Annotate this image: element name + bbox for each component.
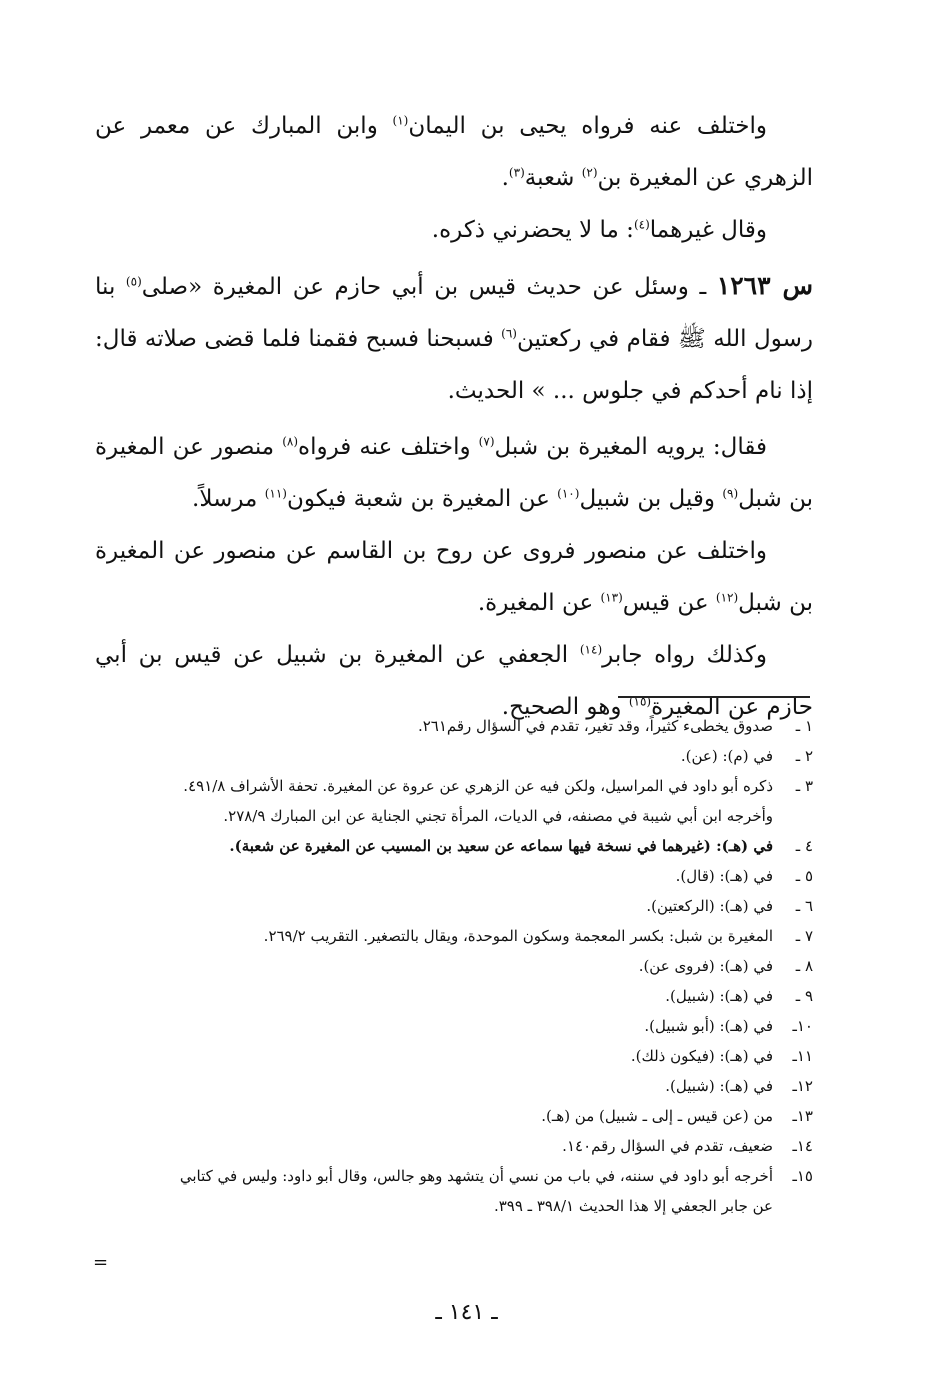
footnote-number: ١٣ـ bbox=[792, 1107, 813, 1125]
footnote-text: ذكره أبو داود في المراسيل، ولكن فيه عن الزهري عن عروة عن المغيرة. تحفة الأشراف ٤٩١/٨. bbox=[183, 777, 773, 795]
footnote-item bbox=[100, 1011, 813, 1041]
footnote-divider bbox=[618, 696, 810, 698]
text-run: واختلف عن منصور فروى عن روح بن القاسم عن منصور عن المغيرة بن شبل bbox=[95, 538, 813, 616]
footnote-number: ٥ ـ bbox=[795, 867, 813, 885]
footnote-ref: (١٠) bbox=[557, 486, 580, 501]
footnote-item bbox=[100, 1071, 813, 1101]
text-run: مرسلاً. bbox=[192, 486, 265, 512]
footnote-number: ١٤ـ bbox=[792, 1137, 813, 1155]
footnote-number: ٧ ـ bbox=[795, 927, 813, 945]
page-number: ـ ١٤١ ـ bbox=[435, 1300, 498, 1325]
footnote-text: المغيرة بن شبل: بكسر المعجمة وسكون الموحدة، ويقال بالتصغير. التقريب ٢٦٩/٢. bbox=[263, 927, 773, 945]
footnote-ref: (١١) bbox=[264, 486, 287, 501]
footnote-text: ضعيف، تقدم في السؤال رقم١٤٠. bbox=[562, 1137, 773, 1155]
footnote-item bbox=[100, 1131, 813, 1161]
footnote-text: في (هـ): (قال). bbox=[675, 867, 773, 885]
question-number: س ١٢٦٣ bbox=[716, 271, 813, 300]
text-run: عن المغيرة. bbox=[477, 590, 601, 616]
footnote-text: عن جابر الجعفي إلا هذا الحديث ٣٩٨/١ ـ ٣٩٩. bbox=[493, 1197, 773, 1215]
footnote-item bbox=[100, 1161, 813, 1191]
footnote-ref: (١٣) bbox=[600, 590, 623, 605]
paragraph-question-1263 bbox=[95, 260, 813, 417]
footnote-number: ١١ـ bbox=[792, 1047, 813, 1065]
footnote-ref: (٩) bbox=[722, 486, 739, 501]
text-run: : ما لا يحضرني ذكره. bbox=[431, 217, 634, 243]
text-run: منصور عن المغيرة بن شبل bbox=[95, 434, 813, 512]
footnote-item bbox=[100, 741, 813, 771]
footnote-number bbox=[773, 801, 813, 831]
footnote-item bbox=[100, 831, 813, 861]
footnote-text: في (هـ): (فيكون ذلك). bbox=[630, 1047, 773, 1065]
footnote-number bbox=[773, 1191, 813, 1221]
footnote-item bbox=[100, 1191, 813, 1221]
footnote-item bbox=[100, 711, 813, 741]
footnote-item bbox=[100, 981, 813, 1011]
footnote-ref: (١٢) bbox=[715, 590, 739, 605]
footnotes bbox=[100, 711, 813, 1221]
text-run: وقيل بن شبيل bbox=[579, 486, 723, 512]
text-run: وهو الصحيح. bbox=[501, 694, 629, 720]
footnote-text: في (م): (عن). bbox=[680, 747, 773, 765]
text-run: الجعفي عن المغيرة بن شبيل عن قيس بن أبي حازم عن المغيرة bbox=[95, 642, 813, 720]
text-run: واختلف عنه فرواه bbox=[298, 434, 479, 460]
footnote-ref: (٧) bbox=[478, 434, 495, 449]
footnote-item bbox=[100, 1041, 813, 1071]
footnote-text: وأخرجه ابن أبي شيبة في مصنفه، في الديات، المرأة تجني الجناية عن ابن المبارك ٢٧٨/٩. bbox=[223, 807, 773, 825]
footnote-number: ٦ ـ bbox=[795, 897, 813, 915]
footnote-item bbox=[100, 891, 813, 921]
footnote-text: في (هـ): (شبيل). bbox=[665, 987, 773, 1005]
footnote-ref: (٦) bbox=[501, 326, 517, 341]
continuation-mark: = bbox=[93, 1252, 109, 1273]
footnote-number: ٣ ـ bbox=[795, 777, 813, 795]
footnote-ref: (٥) bbox=[125, 274, 142, 289]
text-run: وقال غيرهما bbox=[649, 217, 767, 243]
footnote-text: من (عن قيس ـ إلى ـ شبيل) من (هـ). bbox=[541, 1107, 773, 1125]
main-text bbox=[95, 100, 813, 733]
text-run: فسبحنا فسبح فقمنا فلما قضى صلاته قال: إذا نام أحدكم في جلوس ... » الحديث. bbox=[95, 326, 813, 404]
footnote-ref: (٤) bbox=[633, 217, 650, 232]
text-run: عن قيس bbox=[622, 590, 716, 616]
footnote-item bbox=[100, 801, 813, 831]
text-run: وابن المبارك عن معمر عن الزهري عن المغيرة بن bbox=[95, 113, 813, 191]
footnote-text: في (هـ): (شبيل). bbox=[665, 1077, 773, 1095]
paragraph-5 bbox=[95, 525, 813, 629]
text-run: وكذلك رواه جابر bbox=[602, 642, 767, 668]
footnote-number: ٨ ـ bbox=[795, 957, 813, 975]
footnote-item bbox=[100, 771, 813, 801]
footnote-item bbox=[100, 951, 813, 981]
text-run: . bbox=[501, 165, 509, 191]
footnote-ref: (٢) bbox=[581, 165, 598, 180]
text-run: بنا رسول الله ﷺ فقام في ركعتين bbox=[95, 274, 813, 352]
footnote-text: في (هـ): (فروى عن). bbox=[638, 957, 773, 975]
text-run: واختلف عنه فرواه يحيى بن اليمان bbox=[408, 113, 767, 139]
text-run: فقال: يرويه المغيرة بن شبل bbox=[494, 434, 767, 460]
paragraph-4 bbox=[95, 421, 813, 525]
text-run: ـ وسئل عن حديث قيس بن أبي حازم عن المغيرة «صلى bbox=[141, 274, 717, 300]
paragraph-2 bbox=[95, 204, 813, 256]
footnote-text: صدوق يخطىء كثيراً، وقد تغير، تقدم في السؤال رقم٢٦١. bbox=[417, 717, 773, 735]
footnote-item bbox=[100, 861, 813, 891]
footnote-number: ١٠ـ bbox=[792, 1017, 813, 1035]
footnote-text: في (هـ): (الركعتين). bbox=[646, 897, 773, 915]
footnote-number: ١٢ـ bbox=[792, 1077, 813, 1095]
footnote-number: ١ ـ bbox=[795, 717, 813, 735]
text-run: شعبة bbox=[524, 165, 582, 191]
footnote-ref: (١٥) bbox=[628, 694, 652, 709]
footnote-number: ٩ ـ bbox=[795, 987, 813, 1005]
footnote-text: في (هـ): (أبو شبيل). bbox=[644, 1017, 773, 1035]
footnote-ref: (٣) bbox=[508, 165, 525, 180]
footnote-ref: (٨) bbox=[282, 434, 299, 449]
footnote-ref: (١٤) bbox=[579, 642, 603, 657]
footnote-text: أخرجه أبو داود في سننه، في باب من نسي أن يتشهد وهو جالس، وقال أبو داود: وليس في كتابي bbox=[179, 1167, 773, 1185]
footnote-number: ٤ ـ bbox=[795, 837, 813, 855]
footnote-text: في (هـ): (غيرهما في نسخة فيها سماعه عن سعيد بن المسيب عن المغيرة عن شعبة). bbox=[229, 837, 773, 855]
footnote-item bbox=[100, 1101, 813, 1131]
footnote-item bbox=[100, 921, 813, 951]
footnote-number: ١٥ـ bbox=[792, 1167, 813, 1185]
paragraph-1 bbox=[95, 100, 813, 204]
footnote-ref: (١) bbox=[392, 113, 409, 128]
text-run: عن المغيرة بن شعبة فيكون bbox=[286, 486, 558, 512]
footnote-number: ٢ ـ bbox=[795, 747, 813, 765]
